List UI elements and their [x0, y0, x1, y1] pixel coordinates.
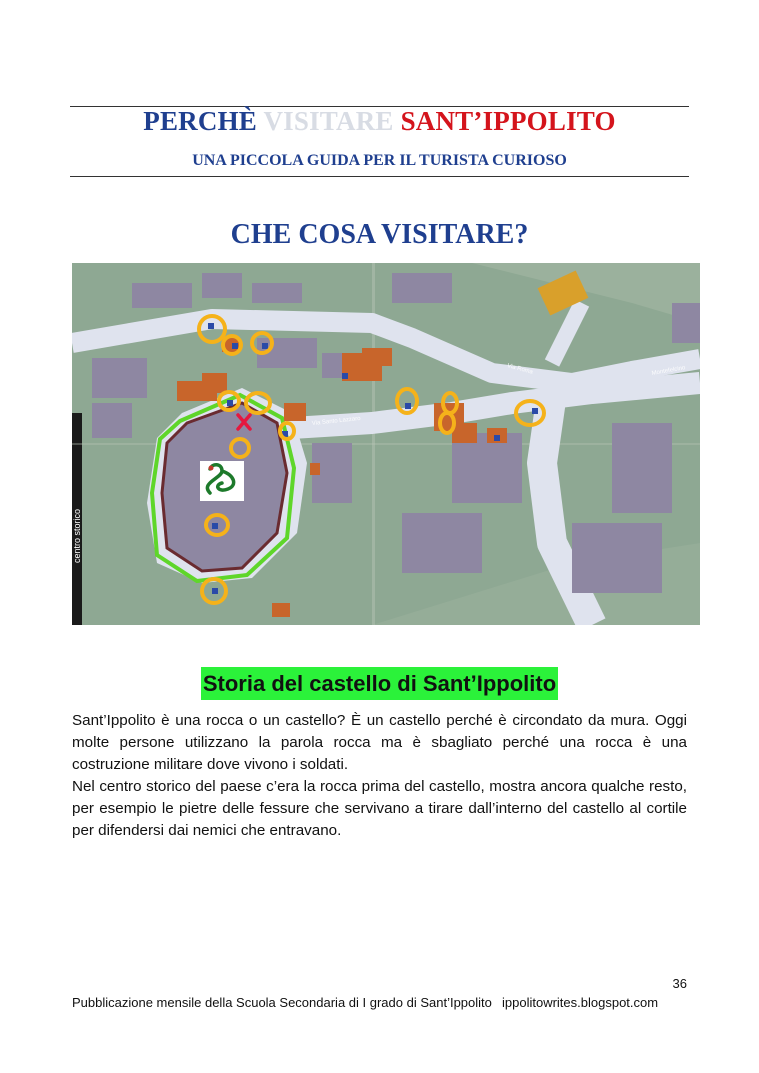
title-word-1: PERCHÈ [143, 106, 257, 136]
town-map-image [72, 263, 700, 625]
title-word-3: SANT’IPPOLITO [400, 106, 616, 136]
story-body [72, 710, 687, 842]
page-subtitle: UNA PICCOLA GUIDA PER IL TURISTA CURIOSO [192, 152, 567, 169]
story-paragraph-2: Nel centro storico del paese c’era la rocca prima del castello, mostra ancora qualche resto, per esempio le pietre delle fessure che servivano a tirare dall’interno del castello al cortile per difendersi dai nemici che entravano. [72, 778, 687, 839]
header-rule-bottom [70, 176, 689, 177]
map-street-label: Via Santo Lazzaro [311, 415, 361, 427]
section-heading: CHE COSA VISITARE? [230, 219, 529, 250]
page-title [70, 106, 689, 137]
page-number: 36 [672, 976, 687, 991]
map-street-label: Montefelcino [651, 365, 686, 377]
story-heading: Storia del castello di Sant’Ippolito [201, 667, 558, 700]
story-paragraph-1: Sant’Ippolito è una rocca o un castello? È un castello perché è circondato da mura. Oggi molte persone utilizzano la parola rocca ma è sbagliato perché una rocca è una costruzione militare dove vivono i soldati. [72, 712, 687, 773]
map-street-label: Via Roma [506, 363, 534, 376]
title-word-2: VISITARE [263, 106, 394, 136]
footer-website: ippolitowrites.blogspot.com [502, 995, 659, 1010]
map-side-label: centro storico [72, 508, 82, 563]
footer-publication: Pubblicazione mensile della Scuola Secondaria di I grado di Sant’Ippolito [72, 995, 492, 1010]
